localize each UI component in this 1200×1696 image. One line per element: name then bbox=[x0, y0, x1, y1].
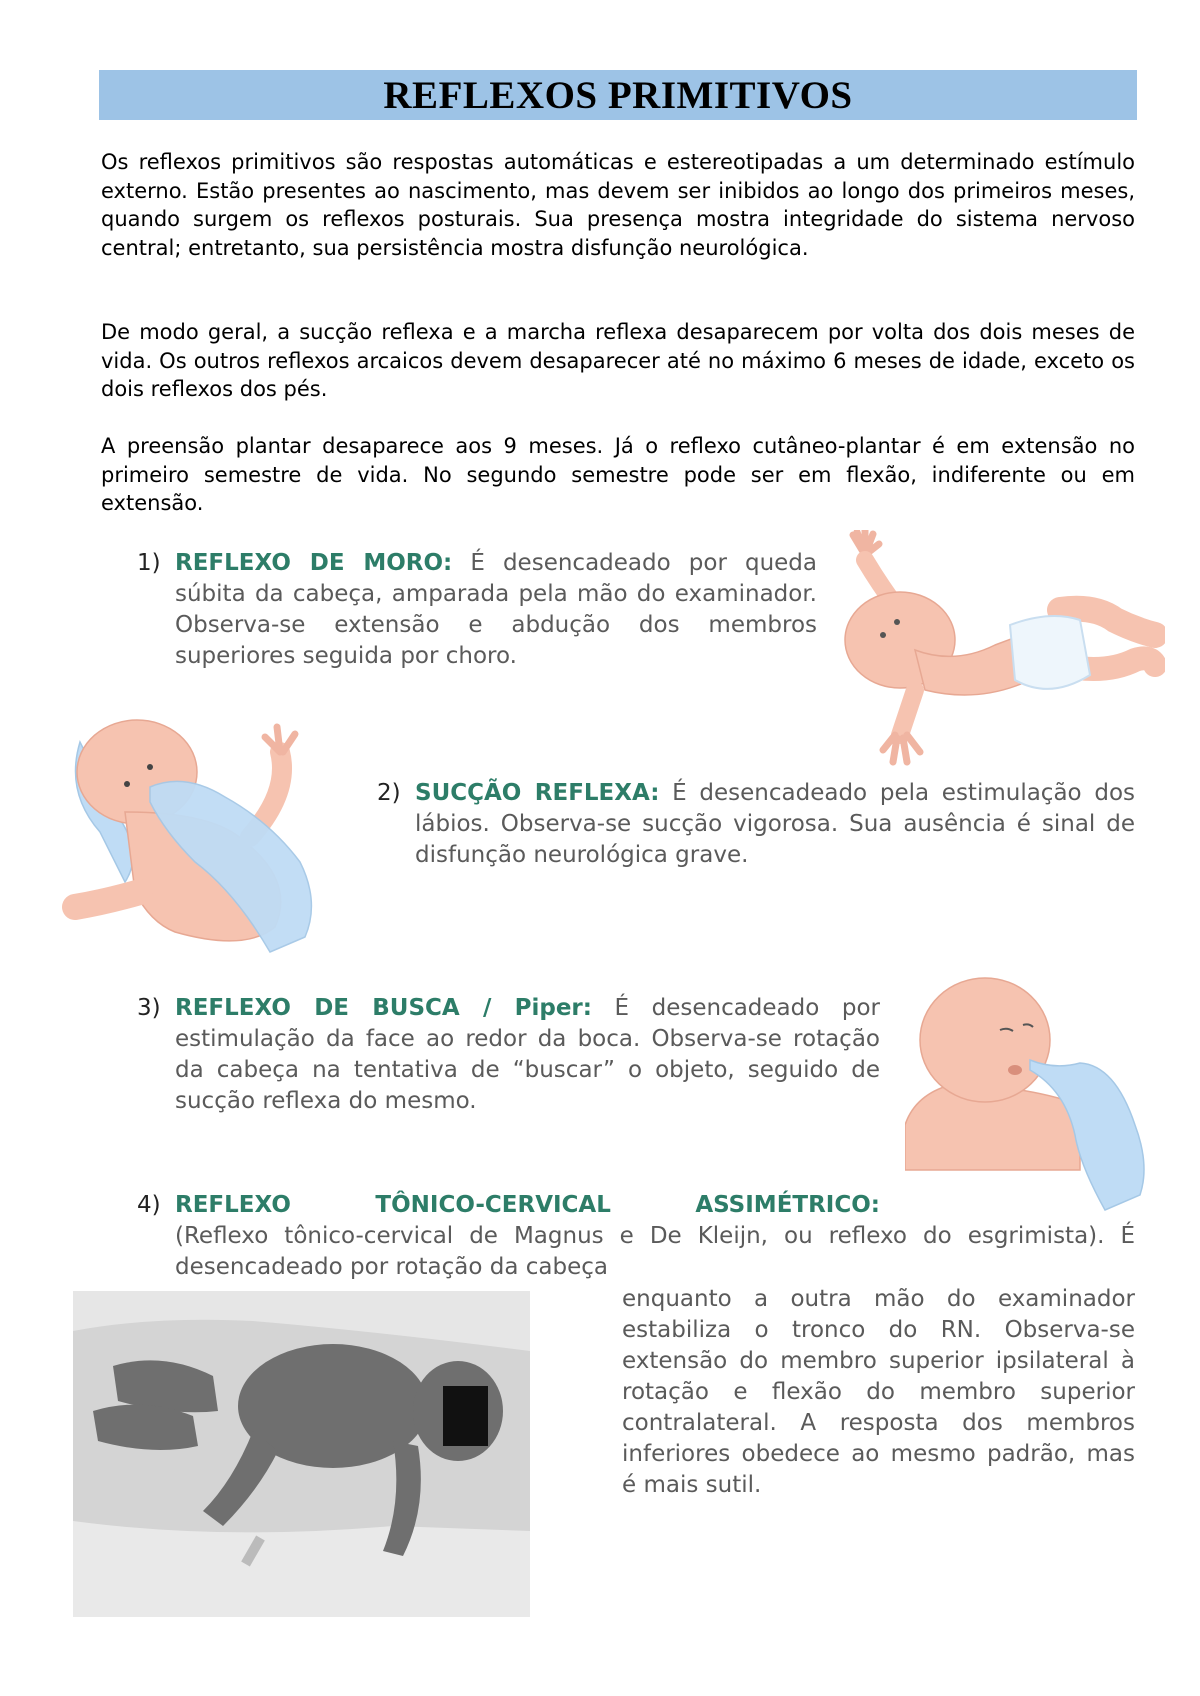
section-number: 1) bbox=[137, 550, 161, 576]
section-tonic-neck-continued bbox=[622, 1284, 1135, 1501]
section-number: 3) bbox=[137, 995, 161, 1021]
section-heading: REFLEXO TÔNICO-CERVICAL ASSIMÉTRICO: bbox=[175, 1192, 880, 1218]
section-rooting bbox=[137, 993, 881, 1117]
section-body: enquanto a outra mão do examinador estabiliza o tronco do RN. Observa-se extensão do membro superior ipsilateral à rotação e flexão do membro superior contralateral. A resposta dos membros inferiores obedece ao mesmo padrão, mas é mais sutil. bbox=[622, 1286, 1135, 1498]
section-body: É desencadeado por queda súbita da cabeça, amparada pela mão do examinador. Observa-se extensão e abdução dos membros superiores seguida por choro. bbox=[175, 550, 818, 669]
section-number: 2) bbox=[377, 780, 401, 806]
page-title: REFLEXOS PRIMITIVOS bbox=[383, 73, 853, 117]
section-number: 4) bbox=[137, 1192, 161, 1218]
moro-illustration bbox=[835, 530, 1165, 770]
section-body: (Reflexo tônico-cervical de Magnus e De Kleijn, ou reflexo do esgrimista). É desencadeado por rotação da cabeça bbox=[175, 1223, 1135, 1280]
intro-paragraph-2: De modo geral, a sucção reflexa e a marcha reflexa desaparecem por volta dos dois meses de vida. Os outros reflexos arcaicos devem desaparecer até no máximo 6 meses de idade, exceto os dois reflexos dos pés. bbox=[101, 320, 1135, 401]
section-heading: REFLEXO DE BUSCA / Piper: bbox=[175, 995, 592, 1021]
rooting-illustration bbox=[905, 975, 1150, 1215]
suction-illustration bbox=[55, 712, 320, 967]
section-heading: SUCÇÃO REFLEXA: bbox=[415, 780, 660, 806]
intro-paragraph-1: Os reflexos primitivos são respostas automáticas e estereotipadas a um determinado estímulo externo. Estão presentes ao nascimento, mas devem ser inibidos ao longo dos primeiros meses, quando surgem os reflexos posturais. Sua presença mostra integridade do sistema nervoso central; entretanto, sua persistência mostra disfunção neurológica. bbox=[101, 150, 1135, 260]
section-moro bbox=[137, 548, 818, 672]
intro-paragraph-3: A preensão plantar desaparece aos 9 meses. Já o reflexo cutâneo-plantar é em extensão no primeiro semestre de vida. No segundo semestre pode ser em flexão, indiferente ou em extensão. bbox=[101, 434, 1135, 515]
section-body: É desencadeado pela estimulação dos lábios. Observa-se sucção vigorosa. Sua ausência é sinal de disfunção neurológica grave. bbox=[415, 780, 1135, 868]
section-suction bbox=[377, 778, 1135, 871]
section-tonic-neck bbox=[137, 1190, 1135, 1283]
tonic-neck-photo bbox=[73, 1291, 530, 1617]
title-band bbox=[99, 70, 1137, 120]
section-body: É desencadeado por estimulação da face ao redor da boca. Observa-se rotação da cabeça na tentativa de “buscar” o objeto, seguido de sucção reflexa do mesmo. bbox=[175, 995, 881, 1114]
tonic-neck-photo-drawing bbox=[73, 1291, 530, 1617]
section-heading: REFLEXO DE MORO: bbox=[175, 550, 453, 576]
